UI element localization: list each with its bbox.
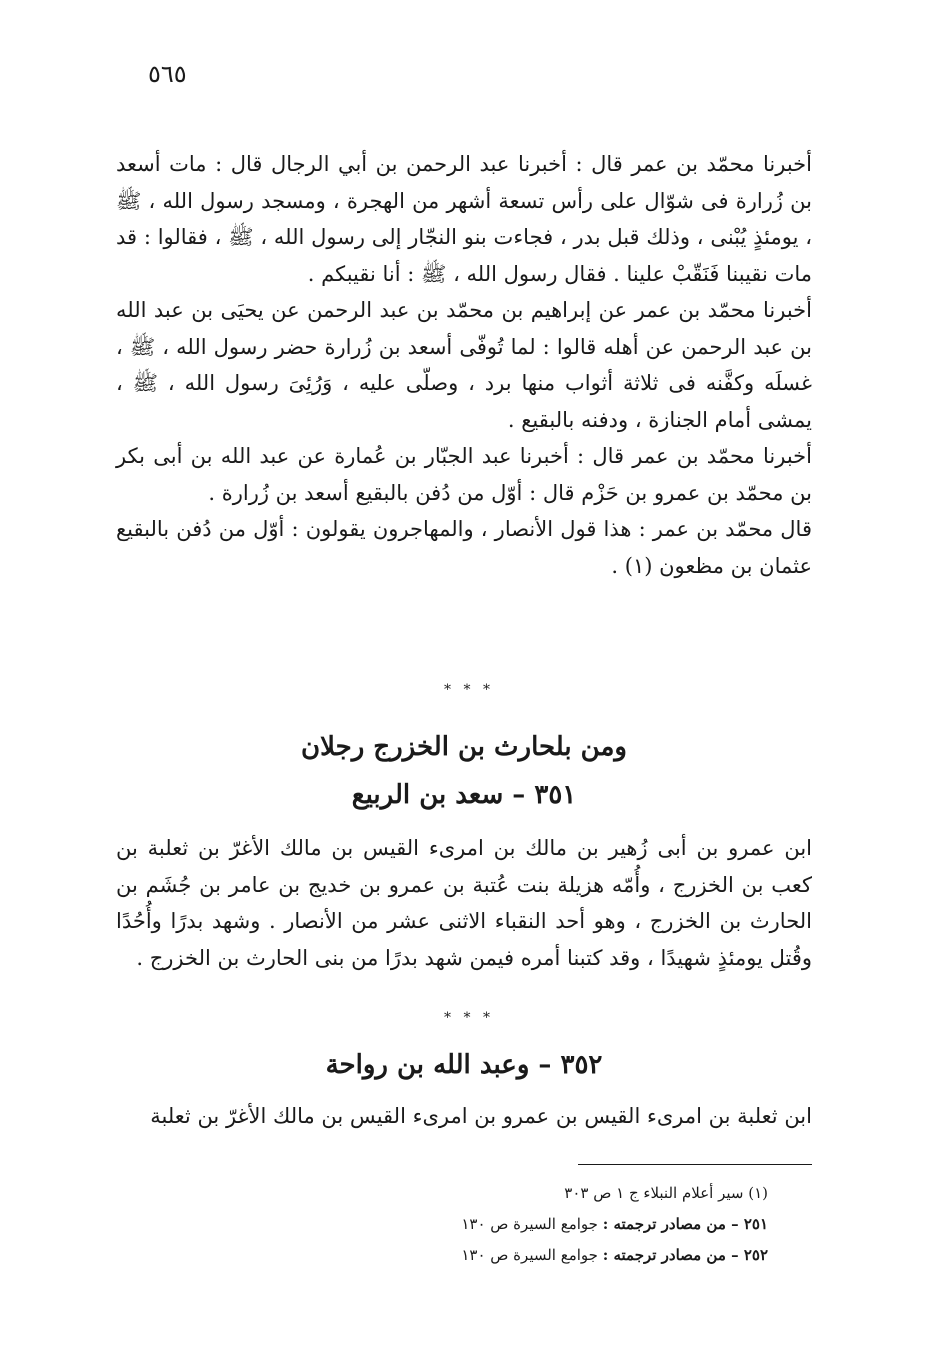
footnotes [116, 1178, 768, 1271]
paragraph-3: أخبرنا محمّد بن عمر قال : أخبرنا عبد الجبّار بن عُمارة عن عبد الله بن أبى بكر بن محمّد بن عمرو بن حَزْم قال : أوّل من دُفن بالبقيع أسعد بن زُرارة . [116, 444, 812, 505]
entry-352-text: ابن ثعلبة بن امرىء القيس بن عمرو بن امرىء القيس بن مالك الأغرّ بن ثعلبة [150, 1104, 812, 1128]
footnote-2-label: ٢٥١ – من مصادر ترجمته : [602, 1215, 768, 1233]
footnote-rule [578, 1164, 812, 1165]
footnote-3-label: ٢٥٢ – من مصادر ترجمته : [602, 1246, 768, 1264]
entry-352-text-block [116, 1098, 812, 1135]
footnote-3 [116, 1240, 768, 1271]
separator-1: * * * [444, 682, 494, 698]
page-number: ٥٦٥ [148, 60, 187, 88]
entry-352-heading: ٣٥٢ – وعبد الله بن رواحة [325, 1050, 603, 1080]
paragraph-4: قال محمّد بن عمر : هذا قول الأنصار ، والمهاجرون يقولون : أوّل من دُفن بالبقيع عثمان بن مظعون (١) . [116, 517, 812, 578]
footnote-1: (١) سير أعلام النبلاء ج ١ ص ٣٠٣ [564, 1184, 768, 1202]
footnote-2-text: جوامع السيرة ص ١٣٠ [461, 1215, 603, 1233]
top-text-block [116, 146, 812, 584]
entry-351-text: ابن عمرو بن أبى زُهير بن مالك بن امرىء القيس بن مالك الأغرّ بن ثعلبة بن كعب بن الخزرج ، وأُمّه هزيلة بنت عُتبة بن عمرو بن خديج بن عامر بن جُشَم بن الحارث بن الخزرج ، وهو أحد النقباء الاثنى عشر من الأنصار . وشهد بدرًا وأُحُدًا وقُتل يومئذٍ شهيدًا ، وقد كتبنا أمره فيمن شهد بدرًا من بنى الحارث بن الخزرج . [116, 836, 812, 970]
entry-351-heading: ٣٥١ – سعد بن الربيع [351, 780, 577, 810]
footnote-2 [116, 1209, 768, 1240]
separator-2: * * * [444, 1010, 494, 1026]
footnote-3-text: جوامع السيرة ص ١٣٠ [461, 1246, 603, 1264]
section-heading: ومن بلحارث بن الخزرج رجلان [301, 732, 627, 762]
paragraph-1: أخبرنا محمّد بن عمر قال : أخبرنا عبد الرحمن بن أبي الرجال قال : مات أسعد بن زُرارة فى شوّال على رأس تسعة أشهر من الهجرة ، ومسجد رسول الله ، ﷺ ، يومئذٍ يُبْنى ، وذلك قبل بدر ، فجاءت بنو النجّار إلى رسول الله ، ﷺ ، فقالوا : قد مات نقيبنا فَنَقّبْ علينا . فقال رسول الله ، ﷺ : أنا نقيبكم . [116, 152, 812, 286]
paragraph-2: أخبرنا محمّد بن عمر عن إبراهيم بن محمّد بن عبد الرحمن عن يحيَى بن عبد الله بن عبد الرحمن عن أهله قالوا : لما تُوفّى أسعد بن زُرارة حضر رسول الله ، ﷺ ، غسلَه وكفَّنه فى ثلاثة أثواب منها برد ، وصلّى عليه ، وَرُئِىَ رسول الله ، ﷺ ، يمشى أمام الجنازة ، ودفنه بالبقيع . [116, 298, 812, 432]
entry-351-text-block [116, 830, 812, 976]
